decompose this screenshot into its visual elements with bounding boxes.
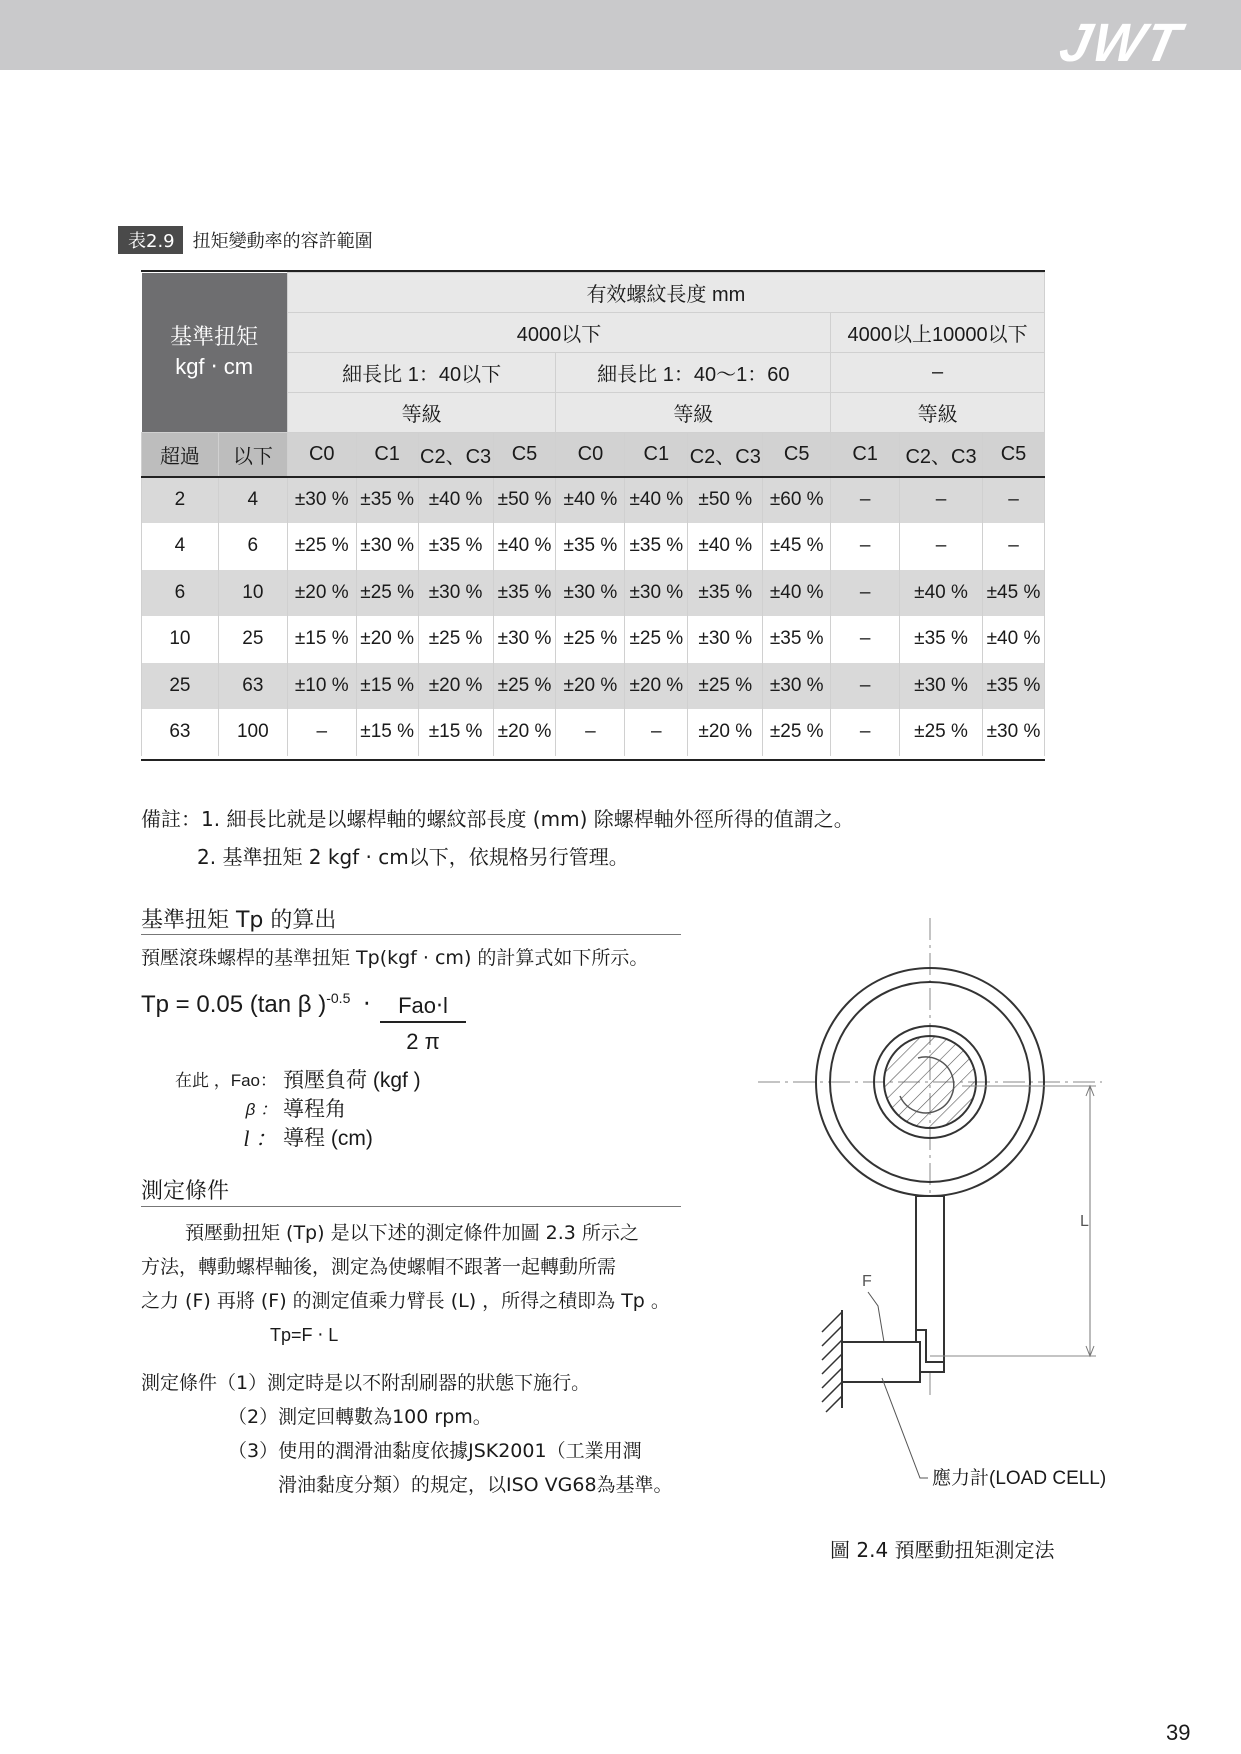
col-under-header: 以下 xyxy=(218,433,287,477)
torque-measurement-figure xyxy=(750,910,1130,1510)
figure-caption: 圖 2.4 預壓動扭矩測定法 xyxy=(830,1538,1055,1562)
class-header: C5 xyxy=(763,433,831,477)
class-header: C1 xyxy=(831,433,900,477)
table-title: 扭矩變動率的容許範圍 xyxy=(192,231,373,252)
table-bottom-rule xyxy=(141,759,1045,761)
measure-heading-rule xyxy=(141,1206,681,1207)
col-over-header: 超過 xyxy=(142,433,219,477)
load-cell xyxy=(842,1342,920,1382)
lead-desc: 導程 (cm) xyxy=(283,1127,373,1150)
screw-shaft xyxy=(884,1036,976,1128)
note-1: 備註：1. 細長比就是以螺桿軸的螺紋部長度 (mm) 除螺桿軸外徑所得的值謂之。 xyxy=(141,807,854,831)
class-header: C5 xyxy=(982,433,1044,477)
effective-length-header: 有效螺紋長度 mm xyxy=(287,273,1044,313)
fraction-numerator: Fao‧l xyxy=(380,993,466,1023)
calc-heading: 基準扭矩 Tp 的算出 xyxy=(141,908,337,933)
class-header: C1 xyxy=(356,433,418,477)
class-header: C5 xyxy=(493,433,556,477)
formula-dot: ‧ xyxy=(363,991,371,1018)
measure-line-2: 方法，轉動螺桿軸後，測定為使螺帽不跟著一起轉動所需 xyxy=(141,1256,617,1278)
brand-logo: JWT xyxy=(1054,13,1188,73)
load-cell-leader xyxy=(882,1378,928,1478)
calc-intro: 預壓滾珠螺桿的基準扭矩 Tp(kgf ‧ cm) 的計算式如下所示。 xyxy=(141,947,649,969)
beta-label: β ： xyxy=(245,1100,277,1119)
grade-header-2: 等級 xyxy=(556,393,831,433)
load-cell-label: 應力計(LOAD CELL) xyxy=(932,1468,1107,1489)
formula-exponent: -0.5 xyxy=(326,990,351,1006)
page-number: 39 xyxy=(1166,1720,1191,1745)
calc-heading-rule xyxy=(141,934,681,935)
fao-desc: 預壓負荷 (kgf ) xyxy=(283,1069,421,1092)
condition-3: （3）使用的潤滑油黏度依據JSK2001（工業用潤 xyxy=(228,1440,642,1462)
tolerance-table xyxy=(141,272,1045,756)
ratio-1-header: 細長比 1：40以下 xyxy=(287,353,556,393)
class-header: C2、C3 xyxy=(418,433,493,477)
ratio-2-header: 細長比 1：40～1：60 xyxy=(556,353,831,393)
table-row: 2 4 ±30 % ±35 % ±40 % ±50 % ±40 % ±40 % ±50 % ±60 % – – – xyxy=(142,477,1045,524)
condition-1: 測定條件（1）測定時是以不附刮刷器的狀態下施行。 xyxy=(141,1372,591,1394)
class-header: C0 xyxy=(287,433,356,477)
beta-desc: 導程角 xyxy=(283,1098,346,1121)
ratio-3-header: – xyxy=(831,353,1045,393)
header-bar xyxy=(0,0,1241,73)
label-f: F xyxy=(862,1273,872,1290)
measure-line-1: 預壓動扭矩 (Tp) 是以下述的測定條件加圖 2.3 所示之 xyxy=(185,1222,639,1244)
base-torque-header: 基準扭矩 kgf ‧ cm xyxy=(142,273,288,433)
table-row: 4 6 ±25 % ±30 % ±35 % ±40 % ±35 % ±35 % ±40 % ±45 % – – – xyxy=(142,523,1045,570)
range-b-header: 4000以上10000以下 xyxy=(831,313,1045,353)
formula-left: Tp = 0.05 (tan β ) xyxy=(141,991,327,1018)
table-row: 63 100 – ±15 % ±15 % ±20 % – – ±20 % ±25 % – ±25 % ±30 % xyxy=(142,709,1045,756)
measure-heading: 測定條件 xyxy=(141,1179,230,1204)
table-notes xyxy=(141,800,854,876)
class-header: C2、C3 xyxy=(900,433,983,477)
grade-header-1: 等級 xyxy=(287,393,556,433)
grade-header-3: 等級 xyxy=(831,393,1045,433)
measure-formula: Tp=F ‧ L xyxy=(270,1325,339,1345)
note-2: 2. 基準扭矩 2 kgf ‧ cm以下，依規格另行管理。 xyxy=(197,845,629,869)
label-l: L xyxy=(1080,1213,1089,1230)
table-row: 10 25 ±15 % ±20 % ±25 % ±30 % ±25 % ±25 % ±30 % ±35 % – ±35 % ±40 % xyxy=(142,616,1045,663)
class-header: C2、C3 xyxy=(688,433,763,477)
class-header: C0 xyxy=(556,433,625,477)
wall-hatch xyxy=(822,1312,842,1412)
condition-2: （2）測定回轉數為100 rpm。 xyxy=(228,1406,492,1428)
fraction-denominator: 2 π xyxy=(406,1029,440,1054)
formula-legend xyxy=(150,1066,421,1153)
measure-line-3: 之力 (F) 再將 (F) 的測定值乘力臂長 (L) ，所得之積即為 Tp 。 xyxy=(141,1290,670,1312)
torque-formula xyxy=(141,990,371,1019)
formula-fraction xyxy=(380,993,466,1055)
table-row: 25 63 ±10 % ±15 % ±20 % ±25 % ±20 % ±20 % ±25 % ±30 % – ±30 % ±35 % xyxy=(142,663,1045,710)
table-label: 表2.9 xyxy=(118,226,183,254)
condition-3-cont: 滑油黏度分類）的規定，以ISO VG68為基準。 xyxy=(278,1474,673,1496)
table-row: 6 10 ±20 % ±25 % ±30 % ±35 % ±30 % ±30 % ±35 % ±40 % – ±40 % ±45 % xyxy=(142,570,1045,617)
lead-label: l ： xyxy=(243,1126,277,1151)
table-caption xyxy=(118,226,373,254)
fao-label: 在此 ，Fao： xyxy=(174,1071,277,1090)
class-header: C1 xyxy=(625,433,688,477)
range-a-header: 4000以下 xyxy=(287,313,830,353)
